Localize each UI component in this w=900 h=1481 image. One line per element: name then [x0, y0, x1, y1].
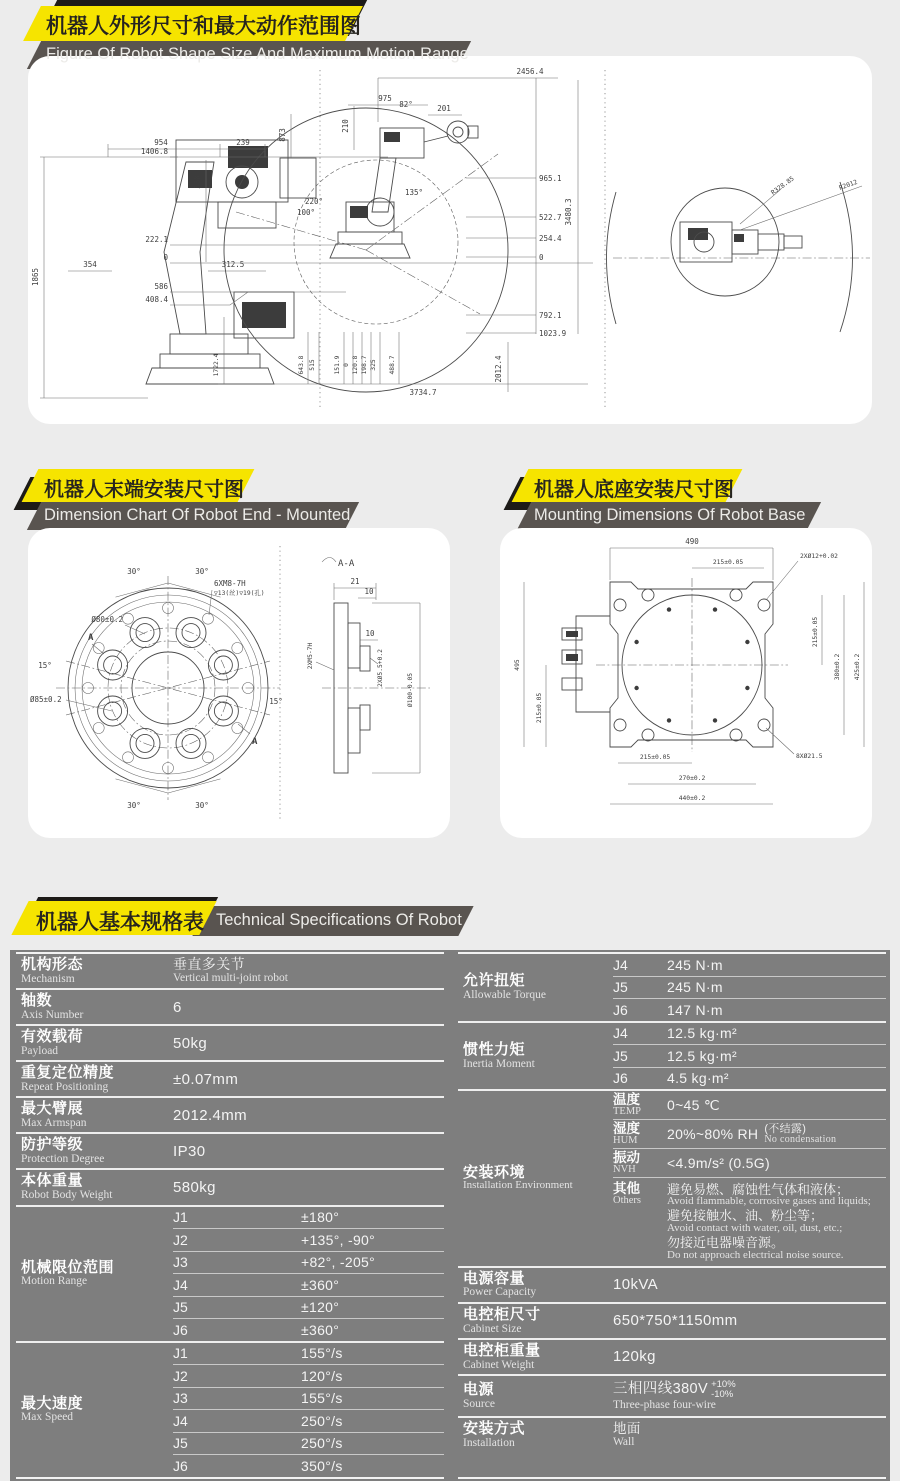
row-label-en: Max Armspan: [21, 1117, 87, 1130]
dim-label: 198.7: [361, 355, 368, 375]
joint-row: [613, 954, 886, 976]
caution-en: Avoid flammable, corrosive gases and liquids;: [667, 1195, 871, 1208]
joint-value: 155°/s: [301, 1390, 343, 1407]
caution-zh: 避免接触水、油、粉尘等；: [667, 1208, 824, 1224]
dim-label: 120.8: [352, 355, 359, 375]
joint-id: J5: [613, 979, 628, 996]
row-label-en: Cabinet Size: [463, 1322, 522, 1335]
row-label-en: Payload: [21, 1045, 59, 1058]
joint-id: J4: [613, 1025, 628, 1042]
dim-label: 215±0.05: [536, 692, 543, 724]
angle-label: 220°: [304, 197, 324, 206]
joint-id: J5: [173, 1435, 188, 1452]
spec-col-left: [16, 952, 444, 1479]
base-plate: [562, 578, 788, 752]
spec-row-source: [458, 1374, 886, 1416]
row-value: IP30: [173, 1142, 206, 1160]
dim-label: 490: [685, 537, 699, 546]
tolerance-plus: +10%: [711, 1379, 736, 1391]
env-row-others: [613, 1177, 886, 1266]
dim-label: 586: [154, 282, 168, 291]
joint-id: J4: [173, 1276, 188, 1293]
joint-id: J1: [173, 1345, 188, 1362]
angle-label: 15°: [38, 661, 52, 670]
dim-label: 440±0.2: [678, 795, 706, 802]
dim-label: 325: [370, 359, 377, 371]
joint-row: [173, 1364, 444, 1387]
row-label-zh: 电源: [463, 1380, 495, 1398]
dim-label: 2XØ5.5+0.2: [377, 649, 384, 687]
dim-label: 588: [193, 175, 202, 189]
row-label-zh: 最大臂展: [21, 1100, 84, 1118]
row-label-zh: 安装方式: [463, 1419, 526, 1437]
side-view: [31, 138, 316, 398]
angle-label: 30°: [127, 801, 141, 810]
env-label-en: HUM: [613, 1134, 638, 1146]
section-title-en: Technical Specifications Of Robot: [216, 911, 462, 929]
joint-row: [173, 1387, 444, 1410]
dim-label: 1865: [31, 267, 40, 287]
row-label-zh: 有效载荷: [21, 1028, 84, 1046]
joint-row: [173, 1454, 444, 1477]
joint-value: 250°/s: [301, 1412, 343, 1429]
row-label-zh: 电控柜重量: [463, 1341, 541, 1359]
row-label-en: Inertia Moment: [463, 1057, 535, 1070]
dim-label: 354: [83, 260, 97, 269]
base-drawing: [500, 528, 872, 838]
dim-label: 1722.4: [213, 353, 220, 377]
dim-label: 0: [163, 253, 168, 262]
section-title-en: Figure Of Robot Shape Size And Maximum Motion Range: [46, 45, 469, 63]
row-label-zh: 最大速度: [21, 1394, 84, 1412]
joint-row: [613, 998, 886, 1021]
radius-label: R328.85: [770, 175, 796, 197]
row-label-zh: 机械限位范围: [21, 1258, 115, 1276]
dim-label: 975: [378, 94, 392, 103]
caution-line: [667, 1236, 886, 1261]
joint-id: J1: [173, 1209, 188, 1226]
env-row-temp: [613, 1091, 886, 1119]
dim-label: Ø80±0.2: [91, 615, 123, 624]
caution-line: [667, 1183, 886, 1208]
caution-line: [667, 1209, 886, 1234]
joint-value: 4.5 kg·m²: [667, 1070, 729, 1087]
row-label-zh: 惯性力矩: [463, 1040, 526, 1058]
dim-label: 210: [341, 119, 350, 133]
row-label-en: Cabinet Weight: [463, 1358, 535, 1371]
joint-row: [173, 1409, 444, 1432]
joint-value: 245 N·m: [667, 979, 723, 996]
caution-en: Avoid contact with water, oil, dust, etc.;: [667, 1221, 843, 1234]
dim-label: 3480.3: [564, 198, 573, 226]
section-title-zh: 机器人外形尺寸和最大动作范围图: [46, 15, 361, 38]
section-mark: A: [88, 633, 94, 643]
row-label-en: Repeat Positioning: [21, 1081, 109, 1094]
dim-label: Ø100-0.05: [407, 672, 414, 708]
drawing-panel-motion-range: [28, 56, 872, 424]
env-row-nvh: [613, 1148, 886, 1177]
dim-label: 1023.9: [539, 329, 567, 338]
env-label-zh: 温度: [613, 1091, 640, 1107]
angle-label: 30°: [195, 567, 209, 576]
joint-id: J6: [613, 1070, 628, 1087]
dim-label: 2012.4: [494, 355, 503, 383]
row-value: 10kVA: [613, 1276, 659, 1294]
section-mark: A: [252, 737, 258, 747]
env-row-hum: [613, 1119, 886, 1148]
row-label-en: Protection Degree: [21, 1153, 105, 1166]
row-label-zh: 电源容量: [463, 1269, 526, 1287]
section-label: A-A: [338, 559, 355, 569]
spec-row-body-weight: [16, 1168, 444, 1204]
joint-id: J6: [173, 1321, 188, 1338]
spec-row-installation: [458, 1416, 886, 1452]
joint-value: 250°/s: [301, 1435, 343, 1452]
dim-label: 792.1: [539, 311, 562, 320]
env-note-en: No condensation: [764, 1133, 837, 1145]
joint-value: ±360°: [301, 1276, 340, 1293]
row-value: 120kg: [613, 1348, 656, 1366]
joint-row: [173, 1228, 444, 1251]
row-label-zh: 允许扭矩: [463, 972, 526, 990]
dim-label: 380±0.2: [834, 653, 841, 681]
spec-row-axis-number: [16, 988, 444, 1024]
env-label-zh: 湿度: [613, 1120, 640, 1136]
caution-zh: 勿接近电器噪音源。: [667, 1234, 785, 1250]
section-title-zh: 机器人基本规格表: [36, 911, 204, 934]
row-value: 6: [173, 998, 182, 1016]
joint-row: [613, 1044, 886, 1067]
row-value-en: Wall: [613, 1435, 635, 1448]
flange-front-view: [30, 567, 283, 810]
joint-id: J2: [173, 1231, 188, 1248]
joint-row: [173, 1273, 444, 1296]
row-value-en: Three-phase four-wire: [613, 1399, 716, 1412]
angle-label: 135°: [404, 188, 424, 197]
robot-dimension-drawing: [28, 62, 872, 422]
joint-id: J4: [173, 1412, 188, 1429]
row-label-en: Installation Environment: [463, 1179, 573, 1192]
joint-value: 350°/s: [301, 1457, 343, 1474]
row-label-zh: 本体重量: [21, 1172, 84, 1190]
caution-en: Do not approach electrical noise source.: [667, 1248, 844, 1261]
dim-label: 215±0.05: [639, 754, 671, 761]
spec-row-cabinet-weight: [458, 1338, 886, 1374]
row-label-en: Allowable Torque: [463, 989, 546, 1002]
dim-label: 515: [309, 359, 316, 371]
dim-label: 21: [350, 577, 360, 586]
dim-label: 408.4: [145, 295, 168, 304]
joint-row: [613, 976, 886, 999]
env-label-en: TEMP: [613, 1105, 642, 1117]
env-label-en: Others: [613, 1194, 641, 1206]
joint-value: ±360°: [301, 1321, 340, 1338]
joint-value: +135°, -90°: [301, 1231, 376, 1248]
caution-zh: 避免易燃、腐蚀性气体和液体；: [667, 1181, 850, 1197]
row-label-zh: 电控柜尺寸: [463, 1305, 541, 1323]
angle-label: 82°: [399, 100, 413, 109]
spec-row-environment: [458, 1089, 886, 1266]
radius-label: R2012: [838, 178, 859, 192]
drawing-panel-base: [500, 528, 872, 838]
thread-note-detail: ▽13(丝)▽19(孔): [214, 590, 265, 597]
spec-row-mechanism: [16, 954, 444, 988]
joint-id: J6: [173, 1457, 188, 1474]
joint-row: [173, 1207, 444, 1229]
spec-row-torque: [458, 954, 886, 1021]
section-title-en: Mounting Dimensions Of Robot Base: [534, 506, 806, 524]
dim-label: 0: [539, 253, 544, 262]
angle-label: 100°: [296, 208, 316, 217]
row-label-zh: 机构形态: [21, 956, 84, 973]
dim-label: 239: [236, 138, 250, 147]
spec-row-motion-range: [16, 1205, 444, 1341]
joint-row: [173, 1432, 444, 1455]
dim-label: 522.7: [539, 213, 562, 222]
flange-section-view: [307, 558, 430, 774]
dim-label: 270±0.2: [678, 775, 706, 782]
joint-row: [173, 1296, 444, 1319]
row-label-en: Max Speed: [21, 1411, 74, 1424]
joint-id: J3: [173, 1254, 188, 1271]
dim-label: 3734.7: [409, 388, 437, 397]
dim-label: 643.8: [298, 355, 305, 375]
env-label-en: NVH: [613, 1163, 636, 1175]
row-label-zh: 轴数: [21, 992, 53, 1010]
joint-value: 12.5 kg·m²: [667, 1025, 737, 1042]
dim-label: 425±0.2: [854, 653, 861, 681]
tolerance-minus: -10%: [711, 1388, 734, 1400]
row-value-en: Vertical multi-joint robot: [173, 972, 288, 985]
dim-label: 0: [343, 363, 350, 367]
row-label-en: Robot Body Weight: [21, 1189, 113, 1202]
dim-label: 254.4: [539, 234, 562, 243]
joint-id: J4: [613, 956, 628, 973]
row-value: ±0.07mm: [173, 1070, 239, 1088]
row-label-zh: 重复定位精度: [21, 1064, 115, 1082]
joint-id: J6: [613, 1001, 628, 1018]
joint-value: 245 N·m: [667, 956, 723, 973]
env-value: 0~45 ℃: [667, 1096, 720, 1113]
joint-value: 147 N·m: [667, 1001, 723, 1018]
dim-label: 954: [154, 138, 168, 147]
dim-label: 312.5: [221, 260, 245, 269]
dim-label: 2XM5-7H: [307, 642, 314, 670]
row-label-zh: 防护等级: [21, 1136, 84, 1154]
row-value: 50kg: [173, 1034, 208, 1052]
env-label-zh: 其他: [613, 1181, 640, 1196]
dim-label: Ø85±0.2: [30, 695, 62, 704]
row-label-en: Installation: [463, 1436, 515, 1449]
row-label-en: Motion Range: [21, 1275, 88, 1288]
angle-label: 15°: [269, 697, 283, 706]
spec-row-repeatability: [16, 1060, 444, 1096]
spec-row-cabinet-size: [458, 1302, 886, 1338]
joint-value: ±180°: [301, 1209, 340, 1226]
row-label-en: Mechanism: [21, 972, 75, 985]
joint-id: J5: [613, 1047, 628, 1064]
base-dimensions: [514, 537, 864, 804]
dim-label: 488.7: [389, 355, 396, 375]
row-label-en: Axis Number: [21, 1008, 84, 1021]
dim-label: 151.9: [334, 355, 341, 375]
drawing-panel-end-flange: [28, 528, 450, 838]
hole-note: 8XØ21.5: [796, 753, 823, 760]
joint-value: 120°/s: [301, 1367, 343, 1384]
env-label-zh: 振动: [613, 1149, 640, 1165]
row-value: 地面: [613, 1420, 641, 1436]
dim-label: 215±0.05: [712, 559, 744, 566]
spec-table: [10, 950, 890, 1481]
joint-value: ±120°: [301, 1299, 340, 1316]
flange-drawing: [28, 528, 450, 838]
joint-row: [173, 1343, 444, 1365]
row-value: 650*750*1150mm: [613, 1312, 738, 1330]
row-label-zh: 安装环境: [463, 1163, 526, 1181]
thread-note: 6XM8-7H: [214, 579, 246, 588]
joint-value: 12.5 kg·m²: [667, 1047, 737, 1064]
spec-row-protection: [16, 1132, 444, 1168]
env-value: <4.9m/s² (0.5G): [667, 1155, 770, 1171]
row-value: 垂直多关节: [173, 955, 245, 972]
joint-value: +82°, -205°: [301, 1254, 376, 1271]
section-title-zh: 机器人底座安装尺寸图: [534, 479, 734, 501]
joint-row: [173, 1251, 444, 1274]
dim-label: 495: [514, 659, 521, 671]
spec-row-inertia: [458, 1021, 886, 1090]
joint-value: 155°/s: [301, 1345, 343, 1362]
env-note-zh: (不结露): [764, 1122, 807, 1135]
joint-row: [613, 1067, 886, 1090]
spec-row-max-speed: [16, 1341, 444, 1477]
dim-label: 201: [437, 104, 451, 113]
row-value: 三相四线380V: [613, 1381, 709, 1398]
top-view: [607, 175, 871, 332]
row-value: 2012.4mm: [173, 1106, 248, 1124]
dim-label: 873: [278, 128, 287, 142]
section-title-en: Dimension Chart Of Robot End - Mounted: [44, 506, 351, 524]
row-label-en: Source: [463, 1397, 495, 1410]
joint-row: [613, 1023, 886, 1045]
dim-label: 2456.4: [516, 67, 544, 76]
hole-note: 2XØ12+0.02: [800, 553, 838, 560]
front-view: [141, 67, 593, 397]
joint-id: J2: [173, 1367, 188, 1384]
spec-col-right: [458, 952, 886, 1479]
row-value: 580kg: [173, 1179, 216, 1196]
dim-label: 10: [364, 587, 374, 596]
joint-id: J3: [173, 1390, 188, 1407]
dim-label: 215±0.05: [812, 616, 819, 648]
spec-row-power: [458, 1266, 886, 1302]
row-label-en: Power Capacity: [463, 1286, 537, 1299]
angle-label: 30°: [195, 801, 209, 810]
dim-label: 222.1: [145, 235, 168, 244]
dim-label: 965.1: [539, 174, 562, 183]
spec-row-payload: [16, 1024, 444, 1060]
dim-label: 1406.8: [140, 147, 168, 156]
section-title-zh: 机器人末端安装尺寸图: [44, 479, 244, 501]
spec-row-armspan: [16, 1096, 444, 1132]
env-value: 20%~80% RH: [667, 1126, 759, 1142]
dim-label: 10: [365, 629, 375, 638]
angle-label: 30°: [127, 567, 141, 576]
joint-row: [173, 1318, 444, 1341]
joint-id: J5: [173, 1299, 188, 1316]
